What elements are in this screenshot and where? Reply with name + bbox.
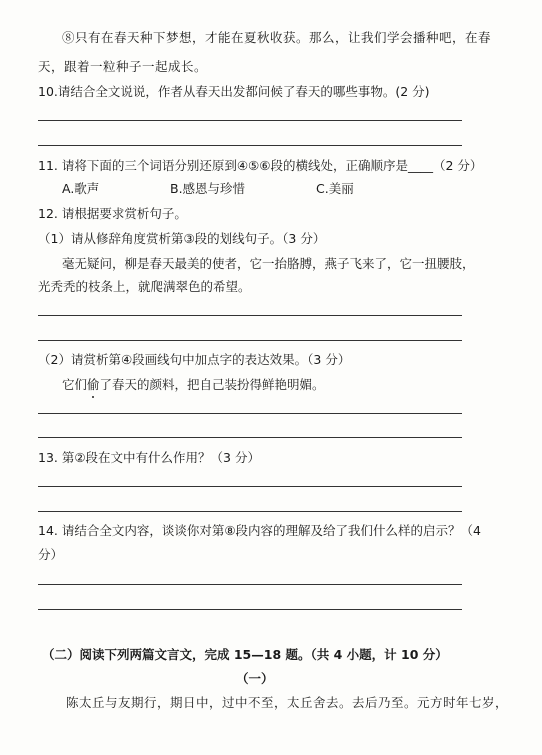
question-14-line2: 分） — [38, 547, 64, 562]
section2-heading: （二）阅读下列两篇文言文，完成 15—18 题。（共 4 小题，计 10 分） — [42, 647, 448, 662]
q12-2-quote — [62, 376, 325, 394]
answer-line-q14-2[interactable] — [38, 609, 462, 610]
q11-option-b: B.感恩与珍惜 — [170, 181, 246, 196]
question-14-line1: 14. 请结合全文内容，谈谈你对第⑧段内容的理解及给了我们什么样的启示？（4 — [38, 523, 482, 538]
q12-2-quote-pre: 它们 — [62, 377, 88, 392]
classical-text-line1: 陈太丘与友期行，期日中，过中不至，太丘舍去。去后乃至。元方时年七岁， — [66, 695, 509, 710]
answer-line-q12-1-1[interactable] — [38, 315, 462, 316]
emphasis-dot-char: 偷 — [87, 377, 100, 392]
answer-line-q13-2[interactable] — [38, 511, 462, 512]
answer-line-q12-2-2[interactable] — [38, 437, 462, 438]
question-12-1: （1）请从修辞角度赏析第③段的划线句子。（3 分） — [38, 231, 326, 246]
question-11: 11. 请将下面的三个词语分别还原到④⑤⑥段的横线处，正确顺序是____（2 分） — [38, 158, 483, 173]
answer-line-q12-2-1[interactable] — [38, 413, 462, 414]
q12-2-quote-post: 了春天的颜料，把自己装扮得鲜艳明媚。 — [99, 377, 325, 392]
question-12-2: （2）请赏析第④段画线句中加点字的表达效果。（3 分） — [38, 352, 351, 367]
para8-line2: 天，跟着一粒种子一起成长。 — [38, 59, 208, 74]
q12-1-quote-line1: 毫无疑问，柳是春天最美的使者，它一抬胳膊，燕子飞来了，它一扭腰肢， — [62, 256, 475, 271]
question-12: 12. 请根据要求赏析句子。 — [38, 206, 187, 221]
answer-line-q10-1[interactable] — [38, 120, 462, 121]
section2-subheading: （一） — [236, 671, 274, 686]
answer-line-q12-1-2[interactable] — [38, 340, 462, 341]
answer-line-q10-2[interactable] — [38, 145, 462, 146]
q11-option-c: C.美丽 — [316, 181, 354, 196]
answer-line-q14-1[interactable] — [38, 584, 462, 585]
q12-1-quote-line2: 光秃秃的枝条上，就爬满翠色的希望。 — [38, 279, 251, 294]
q11-option-a: A.歌声 — [62, 181, 100, 196]
question-10: 10.请结合全文说说，作者从春天出发都问候了春天的哪些事物。(2 分) — [38, 84, 430, 99]
para8-line1: ⑧只有在春天种下梦想，才能在夏秋收获。那么，让我们学会播种吧，在春 — [62, 30, 492, 45]
question-13: 13. 第②段在文中有什么作用？（3 分） — [38, 450, 260, 465]
answer-line-q13-1[interactable] — [38, 486, 462, 487]
